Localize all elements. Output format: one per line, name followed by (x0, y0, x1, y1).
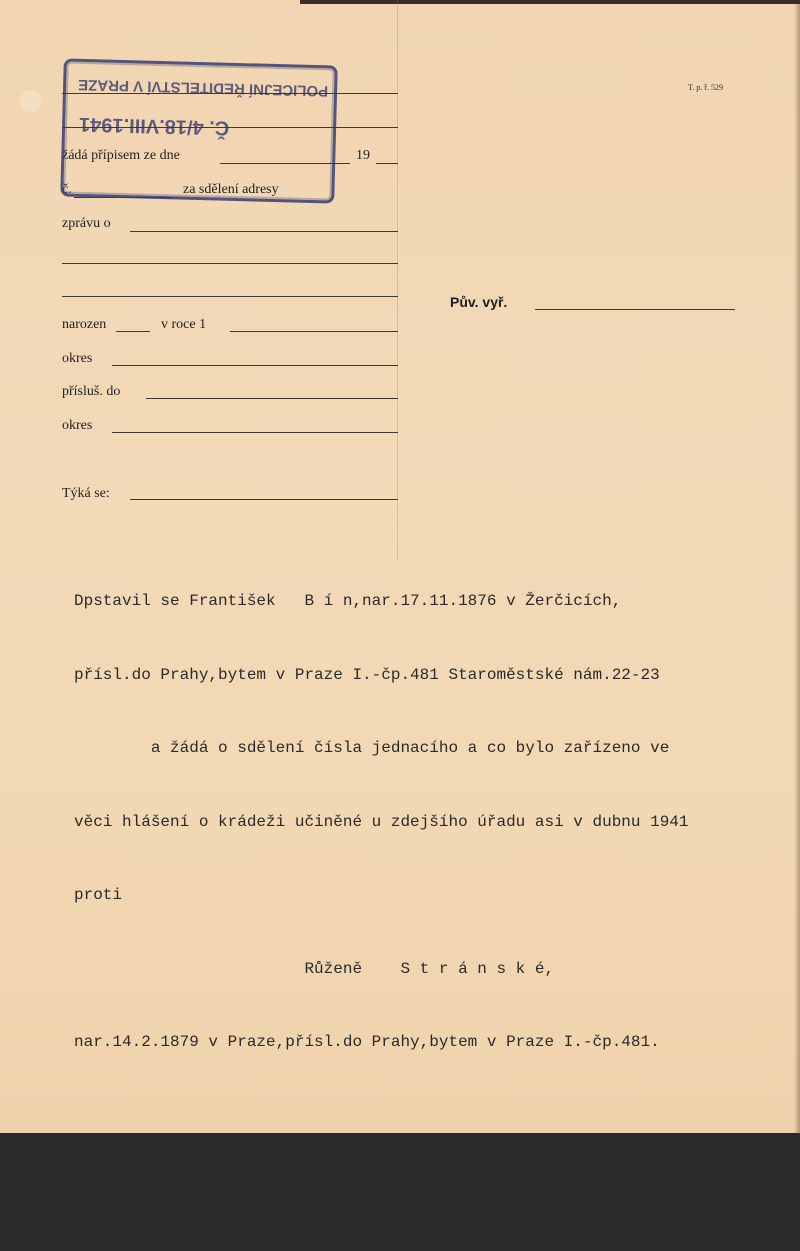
form-code: T. p. ř. 529 (688, 83, 723, 92)
page-edge-shadow (794, 0, 800, 1133)
body-line-3: a žádá o sdělení čísla jednacího a co bylo zařízeno ve (74, 739, 670, 757)
year-rule (376, 163, 398, 164)
fold-line (397, 0, 398, 560)
body-line-7: nar.14.2.1879 v Praze,přísl.do Prahy,bytem v Praze I.-čp.481. (74, 1033, 660, 1051)
body-line-4: věci hlášení o krádeži učiněné u zdejšího úřadu asi v dubnu 1941 (74, 812, 689, 831)
body-line-8 (74, 1104, 689, 1129)
request-label: žádá přípisem ze dne (62, 148, 180, 163)
district-label-2: okres (62, 418, 93, 433)
subject-rule (130, 499, 398, 500)
district-rule-2 (112, 432, 398, 433)
form-rule (62, 296, 398, 297)
stamp-line-1: POLICEJNÍ ŘEDITELSTVÍ V PRAZE (77, 75, 329, 100)
body-line-1: Dpstavil se František B í n,nar.17.11.1876 v Žerčicích, (74, 592, 622, 610)
district-label: okres (62, 351, 93, 366)
address-request-label: za sdělení adresy (183, 182, 279, 197)
scan-edge (300, 0, 800, 4)
domicile-rule (146, 398, 398, 399)
domicile-label: přísluš. do (62, 384, 121, 399)
district-rule (112, 365, 398, 366)
original-disposal-rule (535, 309, 735, 310)
typed-body (74, 540, 689, 1251)
subject-label: Týká se: (62, 486, 110, 501)
born-rule (116, 331, 150, 332)
year-of-birth-rule (230, 331, 398, 332)
born-label: narozen (62, 317, 107, 332)
year-of-birth-label: v roce 1 (161, 317, 207, 332)
body-line-5: proti (74, 886, 123, 904)
form-rule (62, 263, 398, 264)
report-rule (130, 231, 398, 232)
punch-hole (20, 90, 42, 112)
report-label: zprávu o (62, 216, 111, 231)
body-line-2: přísl.do Prahy,bytem v Praze I.-čp.481 Staroměstské nám.22-23 (74, 665, 660, 684)
police-stamp (60, 58, 338, 203)
original-disposal-label: Pův. vyř. (450, 294, 508, 310)
year-label: 19 (356, 148, 370, 163)
body-line-6: Růženě S t r á n s k é, (74, 959, 555, 978)
number-label: č. (62, 182, 72, 197)
stamp-line-2: Č. 4/18.VIII.1941 (78, 112, 230, 139)
body-line-9: Kom.I.-18.8.1941. (74, 1180, 238, 1198)
